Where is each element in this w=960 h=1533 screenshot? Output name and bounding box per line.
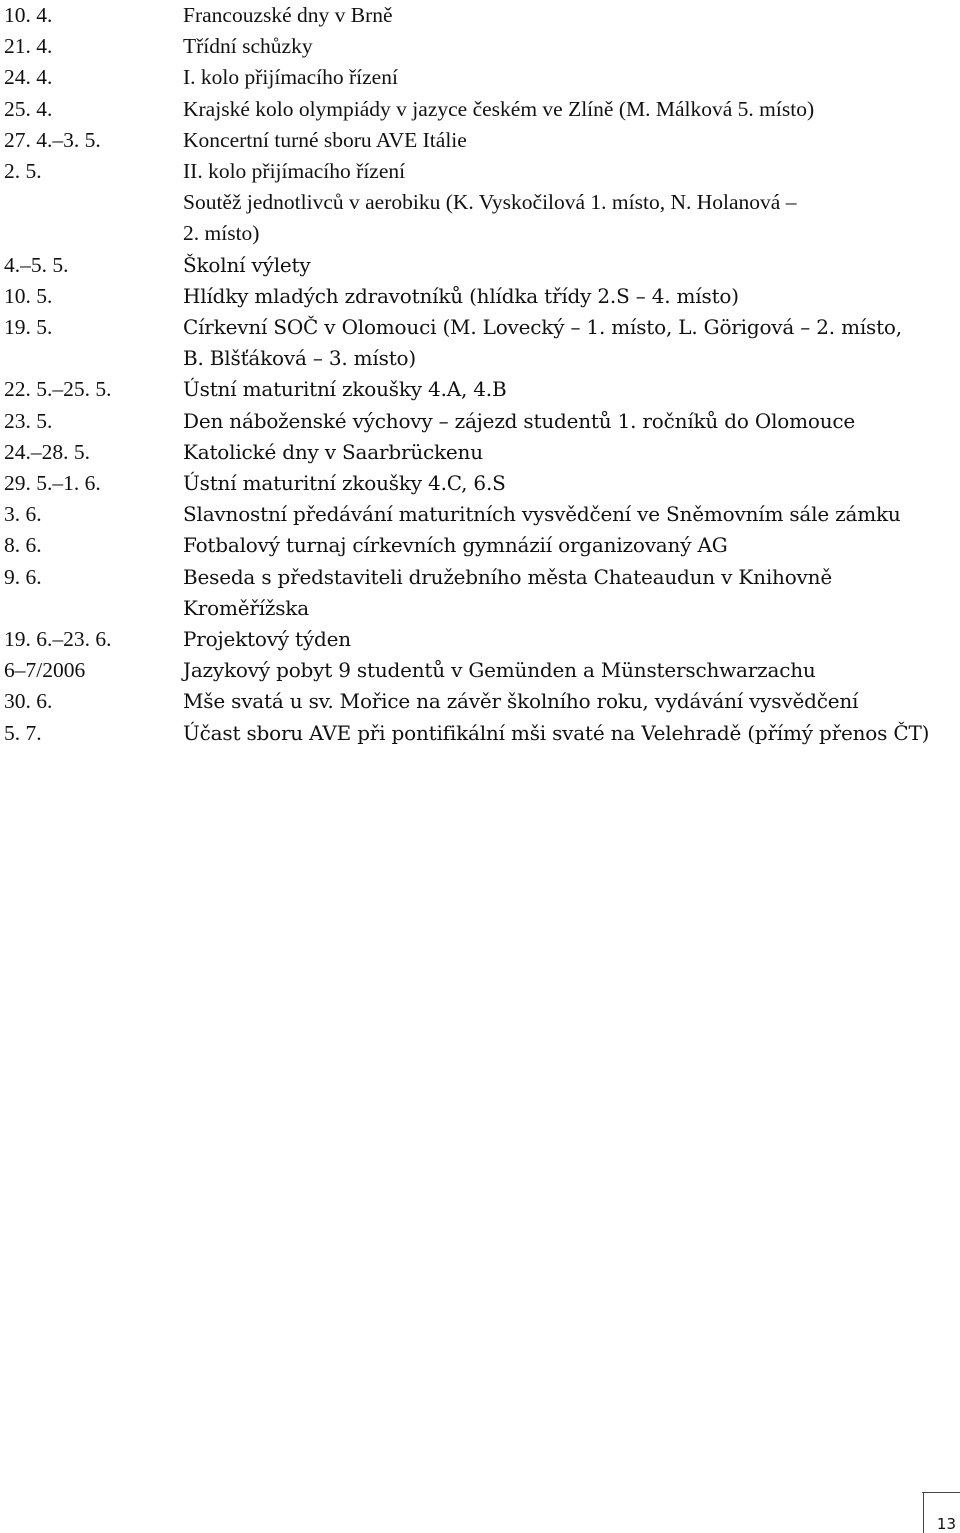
event-date: 8. 6.	[4, 533, 42, 558]
event-description-line: Mše svatá u sv. Mořice na závěr školního roku, vydávání vysvědčení	[183, 689, 859, 714]
event-description-line: Beseda s představiteli družebního města Chateaudun v Knihovně	[183, 564, 832, 589]
event-description	[183, 0, 954, 31]
event-description	[183, 562, 954, 624]
event-description	[183, 374, 954, 405]
event-row	[4, 562, 954, 624]
event-description	[183, 530, 954, 561]
event-row	[4, 156, 954, 250]
event-date: 30. 6.	[4, 689, 53, 714]
event-row	[4, 281, 954, 312]
event-date: 24.–28. 5.	[4, 439, 90, 464]
event-date: 6–7/2006	[4, 658, 86, 683]
event-row	[4, 94, 954, 125]
event-date: 9. 6.	[4, 564, 42, 589]
event-description-line: Školní výlety	[183, 252, 311, 277]
event-row	[4, 312, 954, 374]
event-row	[4, 31, 954, 62]
event-description-line: Francouzské dny v Brně	[183, 3, 393, 27]
event-description-line: II. kolo přijímacího řízení	[183, 159, 406, 184]
event-description-line: Slavnostní předávání maturitních vysvědčení ve Sněmovním sále zámku	[183, 502, 901, 527]
event-list	[4, 0, 954, 749]
event-description	[183, 655, 954, 686]
event-description-line: 2. místo)	[183, 221, 260, 246]
event-description	[183, 62, 954, 93]
event-row	[4, 499, 954, 530]
event-description-line: Třídní schůzky	[183, 34, 313, 59]
event-description-line: Ústní maturitní zkoušky 4.C, 6.S	[183, 471, 506, 496]
event-description-line: Katolické dny v Saarbrückenu	[183, 439, 483, 464]
event-description-line: Fotbalový turnaj církevních gymnázií organizovaný AG	[183, 533, 728, 558]
event-date: 29. 5.–1. 6.	[4, 471, 101, 496]
event-description-line: Kroměřížska	[183, 595, 309, 620]
event-date: 23. 5.	[4, 408, 53, 433]
event-description	[183, 94, 954, 125]
event-row	[4, 624, 954, 655]
event-description	[183, 281, 954, 312]
event-date: 10. 4.	[4, 3, 53, 27]
event-row	[4, 530, 954, 561]
event-row	[4, 655, 954, 686]
event-description	[183, 250, 954, 281]
event-description-line: I. kolo přijímacího řízení	[183, 65, 398, 90]
event-description-line: Hlídky mladých zdravotníků (hlídka třídy 2.S – 4. místo)	[183, 283, 739, 308]
event-description-line: Účast sboru AVE při pontifikální mši svaté na Velehradě (přímý přenos ČT)	[183, 720, 930, 745]
event-description-line: Církevní SOČ v Olomouci (M. Lovecký – 1. místo, L. Görigová – 2. místo,	[183, 315, 902, 340]
event-description	[183, 125, 954, 156]
event-description-line: Koncertní turné sboru AVE Itálie	[183, 127, 467, 152]
event-date: 2. 5.	[4, 159, 42, 184]
event-date: 25. 4.	[4, 96, 53, 121]
event-row	[4, 437, 954, 468]
event-description	[183, 718, 954, 749]
event-row	[4, 250, 954, 281]
event-date: 19. 5.	[4, 315, 53, 340]
event-row	[4, 406, 954, 437]
event-description-line: Ústní maturitní zkoušky 4.A, 4.B	[183, 377, 507, 402]
event-date: 27. 4.–3. 5.	[4, 127, 101, 152]
event-description	[183, 624, 954, 655]
event-description-line: Soutěž jednotlivců v aerobiku (K. Vyskočilová 1. místo, N. Holanová –	[183, 190, 797, 215]
event-date: 21. 4.	[4, 34, 53, 59]
event-row	[4, 62, 954, 93]
event-row	[4, 718, 954, 749]
event-description-line: Jazykový pobyt 9 studentů v Gemünden a Münsterschwarzachu	[183, 658, 816, 683]
event-description-line: Krajské kolo olympiády v jazyce českém ve Zlíně (M. Málková 5. místo)	[183, 96, 815, 121]
event-row	[4, 374, 954, 405]
event-date: 22. 5.–25. 5.	[4, 377, 112, 402]
event-date: 24. 4.	[4, 65, 53, 90]
event-date: 3. 6.	[4, 502, 42, 527]
event-row	[4, 686, 954, 717]
event-description	[183, 406, 954, 437]
event-date: 4.–5. 5.	[4, 252, 69, 277]
event-description	[183, 156, 954, 250]
event-description	[183, 499, 954, 530]
event-description	[183, 31, 954, 62]
event-description-line: Den náboženské výchovy – zájezd studentů 1. ročníků do Olomouce	[183, 408, 856, 433]
page-number: 13	[936, 1515, 956, 1533]
event-date: 10. 5.	[4, 283, 53, 308]
event-row	[4, 0, 954, 31]
event-description	[183, 437, 954, 468]
event-date: 19. 6.–23. 6.	[4, 627, 112, 652]
event-description-line: Projektový týden	[183, 627, 351, 652]
event-description	[183, 686, 954, 717]
event-description-line: B. Blšťáková – 3. místo)	[183, 346, 416, 371]
event-description	[183, 468, 954, 499]
event-row	[4, 125, 954, 156]
event-description	[183, 312, 954, 374]
event-date: 5. 7.	[4, 720, 42, 745]
event-row	[4, 468, 954, 499]
